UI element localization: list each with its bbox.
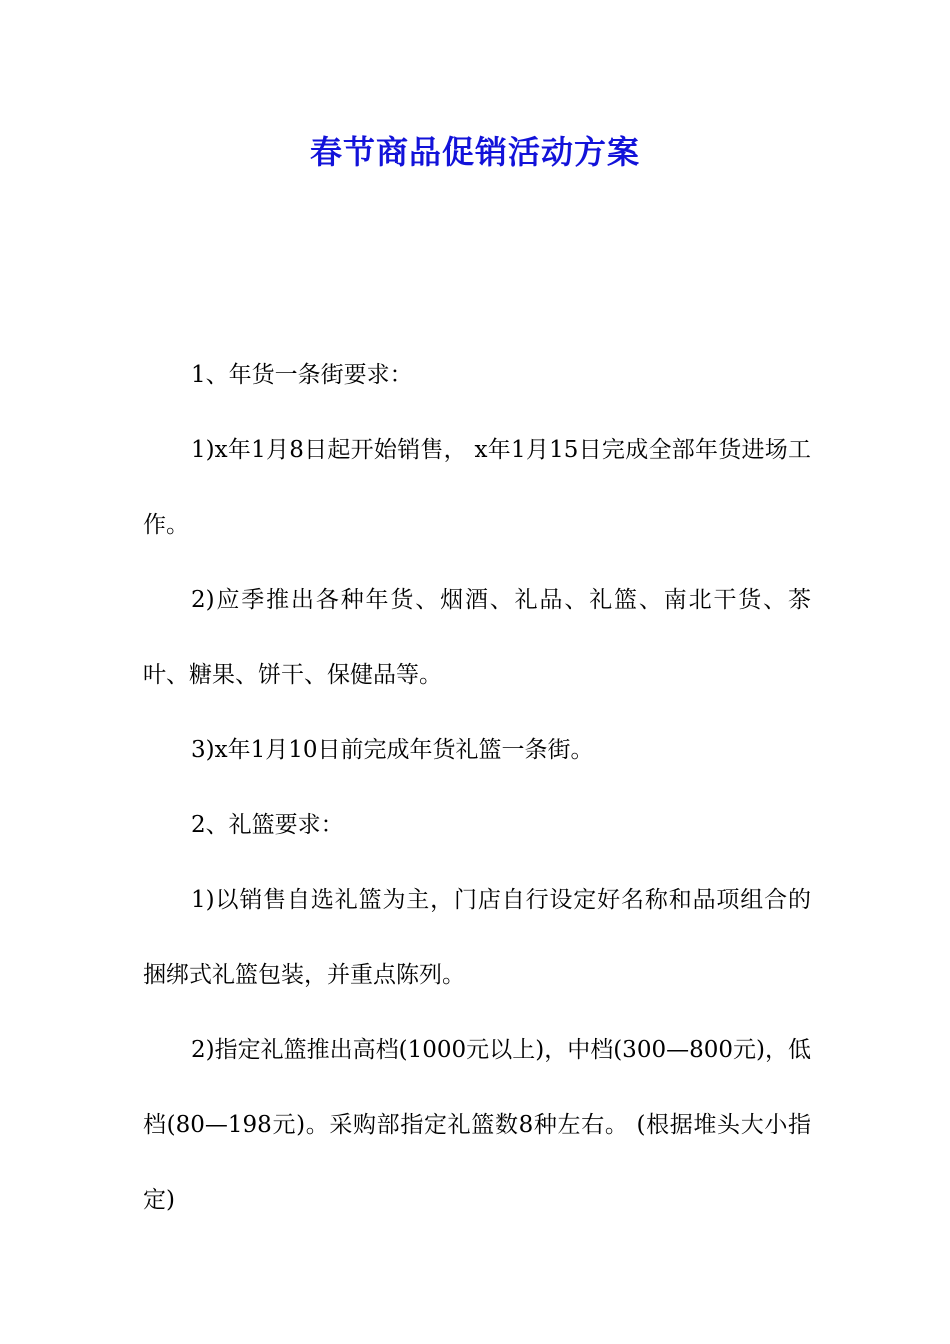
paragraph-1-2: 2)应季推出各种年货、烟酒、礼品、礼篮、南北干货、茶叶、糖果、饼干、保健品等。	[143, 587, 811, 688]
paragraph-1-1: 1)x年1月8日起开始销售， x年1月15日完成全部年货进场工作。	[143, 437, 811, 538]
section-heading-2: 2、礼篮要求：	[191, 812, 344, 838]
paragraph-2-2: 2)指定礼篮推出高档(1000元以上)，中档(300—800元)，低档(80—198元)。采购部指定礼篮数8种左右。 (根据堆头大小指定)	[143, 1037, 811, 1213]
paragraph-2-1: 1)以销售自选礼篮为主，门店自行设定好名称和品项组合的捆绑式礼篮包装，并重点陈列。	[143, 887, 811, 988]
document-title: 春节商品促销活动方案	[309, 133, 640, 171]
document-body	[143, 338, 811, 1238]
section-heading-1: 1、年货一条街要求：	[191, 362, 413, 388]
paragraph-1-3: 3)x年1月10日前完成年货礼篮一条街。	[191, 737, 594, 763]
